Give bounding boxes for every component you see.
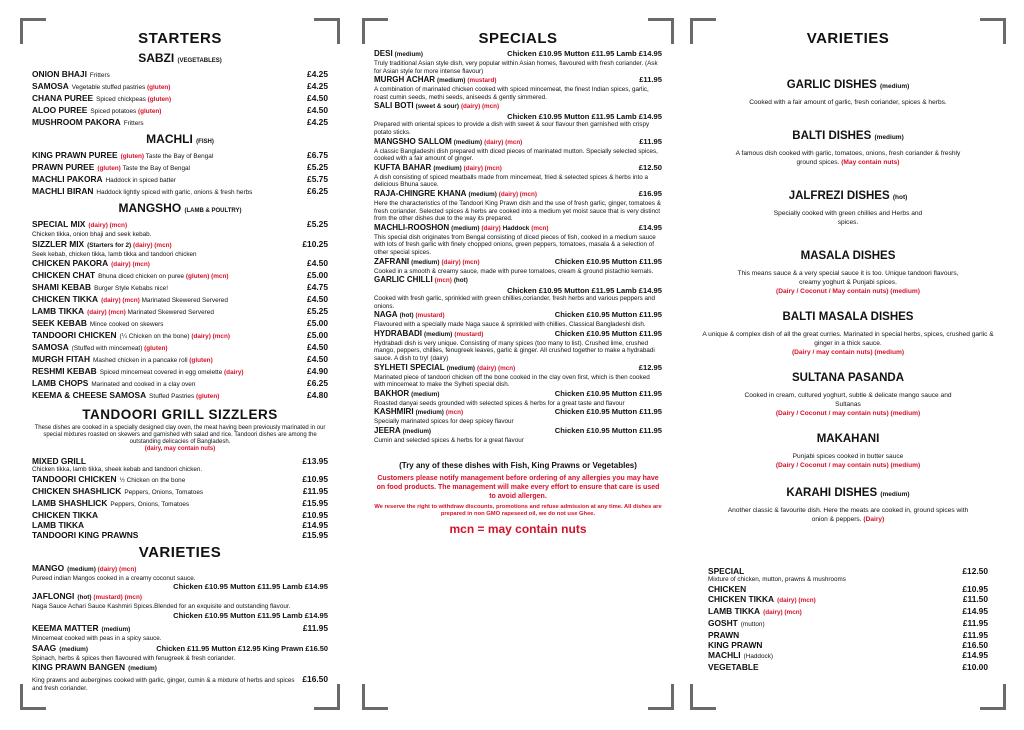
item-description: Mixture of chicken, mutton, prawns & mushrooms bbox=[708, 576, 846, 583]
menu-item: MIXED GRILL £13.95 bbox=[32, 456, 328, 467]
mangsho-list bbox=[32, 258, 328, 402]
menu-item: SHAMI KEBAB Burger Style Kebabs nice! £4.75 bbox=[32, 282, 328, 293]
menu-item: SPECIAL MIX (dairy) (mcn) £5.25 bbox=[32, 219, 328, 229]
item-description: Chicken tikka, lamb tikka, sheek kebab and tandoori chicken. bbox=[32, 466, 203, 474]
menu-item: KASHMIRI (medium) (mcn) Chicken £10.95 Mutton £11.95 Specially marinated spices for deep spicey flavour bbox=[374, 407, 662, 426]
menu-item: MACHLI (Haddock) £14.95 bbox=[708, 649, 988, 660]
item-description: Pureed indian Mangos cooked in a creamy coconut sauce. bbox=[32, 574, 196, 582]
mangsho-heading: MANGSHO (LAMB & POULTRY) bbox=[118, 201, 242, 215]
menu-item: ALOO PUREE Spiced potatoes (gluten) £4.50 bbox=[32, 105, 328, 115]
menu-item: TANDOORI KING PRAWNS £15.95 bbox=[32, 529, 328, 540]
varieties-title: VARIETIES bbox=[138, 543, 222, 561]
tandoori-title: TANDOORI GRILL SIZZLERS bbox=[82, 407, 278, 423]
varieties-title: VARIETIES bbox=[806, 30, 890, 47]
menu-item: TANDOORI CHICKEN ½ Chicken on the bone £10.95 bbox=[32, 473, 328, 484]
price-line: Chicken £10.95 Mutton £11.95 Lamb £14.95 bbox=[173, 610, 328, 620]
menu-item: SIZZLER MIX (Starters for 2) (dairy) (mcn) £10.25 bbox=[32, 238, 328, 249]
menu-item: LAMB CHOPS Marinated and cooked in a clay oven £6.25 bbox=[32, 378, 328, 389]
menu-item: MACHLI BIRAN Haddock lightly spiced with garlic, onions & fresh herbs £6.25 bbox=[32, 186, 328, 196]
menu-item: CHICKEN £10.95 bbox=[708, 583, 988, 594]
menu-item: TANDOORI CHICKEN (¼ Chicken on the bone) (dairy) (mcn) £5.00 bbox=[32, 330, 328, 341]
menu-item: CHICKEN TIKKA (dairy) (mcn) £11.50 bbox=[708, 593, 988, 604]
machli-heading: MACHLI (FISH) bbox=[146, 132, 214, 146]
varieties-panel bbox=[690, 18, 1006, 710]
frame-corner bbox=[362, 684, 388, 710]
menu-item: GARLIC CHILLI (mcn) (hot) Chicken £10.95 Mutton £11.95 Lamb £14.95 Cooked with fresh garlic, sprinkled with green chillies,coriander, fresh herbs and various peppers and onions. bbox=[374, 275, 662, 310]
menu-item: SYLHETI SPECIAL (medium) (dairy) (mcn) £12.95 Marinated piece of tandoori chicken off the bone cooked in the clay oven first, which is then cooked with mincemeat to make the Sylheti special dish. bbox=[374, 362, 662, 389]
menu-item: SAAG (medium) Chicken £11.95 Mutton £12.95 King Prawn £16.50 bbox=[32, 642, 328, 653]
item-description: Spinach, herbs & spices then flavoured with fenugreek & fresh coriander. bbox=[32, 654, 236, 662]
menu-item: LAMB SHASHLICK Peppers, Onions, Tomatoes £15.95 bbox=[32, 497, 328, 508]
item-description: Mincemeat cooked with peas in a spicy sauce. bbox=[32, 634, 162, 642]
machli-list bbox=[32, 150, 328, 198]
tandoori-note: These dishes are cooked in a specially designed clay oven, the meat having been previously marinated in our special mixtures roasted on skewers and garnished with salad and rice. Tandoori dishes are among the outstanding delicacies of Bangladesh. (dairy, may contain nuts) bbox=[34, 425, 326, 453]
menu-item: KING PRAWN BANGEN (medium) bbox=[32, 662, 157, 673]
menu-item: JAFLONGI (hot) (mustard) (mcn) bbox=[32, 591, 142, 602]
menu-item: SEEK KEBAB Mince cooked on skewers £5.00 bbox=[32, 318, 328, 329]
menu-item: MACHLI-ROOSHON (medium) (dairy) Haddock (mcn) £14.95 This special dish originates from Bengal consisting of diced pieces of fish, cooked in a medium sauce with lots of fresh garlic with finely chopped onions, green peppers, tomatoes, masala & a selection of other special spices. bbox=[374, 222, 662, 256]
dish-block: GARLIC DISHES (medium) Cooked with a fair amount of garlic, fresh coriander, spices & herbs. bbox=[749, 79, 947, 106]
starters-title: STARTERS bbox=[138, 30, 222, 47]
menu-item: LAMB TIKKA (dairy) (mcn) £14.95 bbox=[708, 605, 988, 616]
item-description: Chicken tikka, onion bhaji and seek kebab. bbox=[32, 231, 152, 238]
menu-item: KUFTA BAHAR (medium) (dairy) (mcn) £12.50 A dish consisting of spiced meatballs made from mincemeat, fried & selected spices & herbs into a delicious Bhuna sauce. bbox=[374, 162, 662, 189]
item-price: £16.50 bbox=[302, 674, 328, 685]
menu-item: MURGH FITAH Mashed chicken in a pancake roll (gluten) £4.50 bbox=[32, 354, 328, 365]
specials-title: SPECIALS bbox=[478, 30, 558, 47]
menu-item: SAMOSA (Stuffed with mincemeat) (gluten) £4.50 bbox=[32, 342, 328, 353]
dish-list bbox=[702, 78, 994, 524]
tandoori-list bbox=[32, 474, 328, 540]
menu-item: CHICKEN TIKKA £10.95 bbox=[32, 509, 328, 520]
menu-item: CHICKEN PAKORA (dairy) (mcn) £4.50 bbox=[32, 258, 328, 269]
menu-item: CHANA PUREE Spiced chickpeas (gluten) £4.50 bbox=[32, 93, 328, 103]
menu-item: JEERA (medium) Chicken £10.95 Mutton £11.95 Cumin and selected spices & herbs for a great flavour bbox=[374, 426, 662, 445]
menu-item: KING PRAWN £16.50 bbox=[708, 639, 988, 650]
menu-item: KEEMA MATTER (medium) £11.95 bbox=[32, 622, 328, 633]
menu-item: PRAWN £11.95 bbox=[708, 629, 988, 640]
sabzi-heading: SABZI (VEGETABLES) bbox=[138, 51, 222, 65]
dish-block: KARAHI DISHES (medium) Another classic & favourite dish. Here the meats are cooked in, ground spices with onion & peppers. (Dairy) bbox=[727, 487, 969, 523]
frame-corner bbox=[980, 684, 1006, 710]
menu-item: MANGSHO SALLOM (medium) (dairy) (mcn) £11.95 A classic Bangladeshi dish prepared with diced pieces of marinated mutton. Specially selected spices, cooked with a fair amount of ginger. bbox=[374, 136, 662, 163]
starters-panel bbox=[20, 18, 340, 710]
menu-item: CHICKEN CHAT Bhuna diced chicken on puree (gluten) (mcn) £5.00 bbox=[32, 270, 328, 281]
frame-corner bbox=[648, 684, 674, 710]
menu-item: ZAFRANI (medium) (dairy) (mcn) Chicken £10.95 Mutton £11.95 Cooked in a smooth & creamy sauce, made with puree tomatoes, cream & ground pistachio kernals. bbox=[374, 256, 662, 275]
menu-item: NAGA (hot) (mustard) Chicken £10.95 Mutton £11.95 Flavoured with a specially made Naga sauce & sprinkled with chillies. Classical Bangladeshi dish. bbox=[374, 310, 662, 329]
menu-item: CHICKEN TIKKA (dairy) (mcn) Marinated Skewered Servered £4.50 bbox=[32, 294, 328, 305]
price-list bbox=[702, 566, 994, 672]
specials-list bbox=[374, 49, 662, 445]
menu-item: RESHMI KEBAB Spiced mincemeat covered in egg omelette (dairy) £4.90 bbox=[32, 366, 328, 377]
frame-corner bbox=[690, 684, 716, 710]
dish-block: BALTI DISHES (medium) A famous dish cooked with garlic, tomatoes, onions, fresh coriander & freshly ground spices. (May contain nuts) bbox=[735, 130, 961, 166]
menu-item: CHICKEN SHASHLICK Peppers, Onions, Tomatoes £11.95 bbox=[32, 485, 328, 496]
menu-item: HYDRABADI (medium) (mustard) Chicken £10.95 Mutton £11.95 Hydrabadi dish is very unique. Consisting of many spices (too many to list). Crushed lime, crushed mango, peppers, chillies, fenugreek leaves, garlic & ginger. All crushed together to make a hydrabadi sauce. A dish to try! (dairy) bbox=[374, 328, 662, 363]
specials-panel bbox=[362, 18, 674, 710]
menu-item: MUSHROOM PAKORA Fritters £4.25 bbox=[32, 117, 328, 127]
dish-block: JALFREZI DISHES (hot) Specially cooked with green chillies and Herbs and spices. bbox=[773, 190, 923, 226]
menu-item: LAMB TIKKA £14.95 bbox=[32, 519, 328, 530]
sabzi-list bbox=[32, 69, 328, 129]
item-description: Seek kebab, chicken tikka, lamb tikka and tandoori chicken bbox=[32, 250, 197, 258]
dish-block: MAKAHANI Punjabi spices cooked in butter sauce (Dairy / Coconut / may contain nuts) (medium) bbox=[775, 433, 921, 469]
price-line: Chicken £10.95 Mutton £11.95 Lamb £14.95 bbox=[173, 582, 328, 592]
menu-item: BAKHOR (medium) Chicken £10.95 Mutton £11.95 Roasted danyai seeds grounded with selected spices & herbs for a great taste and flavour bbox=[374, 388, 662, 407]
menu-item: KEEMA & CHEESE SAMOSA Stuffed Pastries (gluten) £4.80 bbox=[32, 390, 328, 401]
menu-item: KING PRAWN PUREE (gluten) Taste the Bay of Bengal £6.75 bbox=[32, 150, 328, 160]
menu-item: GOSHT (mutton) £11.95 bbox=[708, 617, 988, 628]
menu-item: VEGETABLE £10.00 bbox=[708, 661, 988, 672]
dish-block: BALTI MASALA DISHES A unique & complex dish of all the great curries. Marinated in special herbs, spices, crushed garlic & ginger in a thick sauce. (Dairy / may contain nuts) (medium) bbox=[702, 311, 994, 356]
menu-item: MACHLI PAKORA Haddock in spiced batter £5.75 bbox=[32, 174, 328, 184]
menu-item: DESI (medium) Chicken £10.95 Mutton £11.95 Lamb £14.95 Truly traditional Asian style dish, very popular within Asian homes, flavoured with fresh coriander. (Ask for Asian style for more intense flavour) bbox=[374, 49, 662, 75]
reserve-note: We reserve the right to withdraw discounts, promotions and refuse admission at any time. All dishes are prepared in non GMO rapeseed oil, we do not use Ghee. bbox=[374, 503, 662, 517]
menu-item: MURGH ACHAR (medium) (mustard) £11.95 A combination of marinated chicken cooked with spiced mincemeat, the finest Indian spices, garlic, roast cumin seeds, methi seeds, aniseeds & gently simmered. bbox=[374, 75, 662, 101]
allergy-note: Customers please notify management before ordering of any allergies you may have on food products. The management will make every effort to ensure that care is used to avoid allergen. bbox=[376, 474, 660, 500]
dish-block: SULTANA PASANDA Cooked in cream, cultured yoghurt, subtle & delicate mango sauce and Sultanas (Dairy / Coconut / may contain nuts) (medium) bbox=[744, 372, 952, 417]
fish-note: (Try any of these dishes with Fish, King Prawns or Vegetables) bbox=[399, 460, 637, 470]
menu-item: PRAWN PUREE (gluten) Taste the Bay of Bengal £5.25 bbox=[32, 162, 328, 172]
item-description: King prawns and aubergines cooked with garlic, ginger, cumin & a mixture of herbs and spices and fresh coriander. bbox=[32, 677, 295, 692]
menu-item: SAMOSA Vegetable stuffed pastries (gluten) £4.25 bbox=[32, 81, 328, 91]
menu-item: ONION BHAJI Fritters £4.25 bbox=[32, 69, 328, 79]
varieties-list bbox=[32, 563, 328, 693]
menu-item: SALI BOTI (sweet & sour) (dairy) (mcn) Chicken £10.95 Mutton £11.95 Lamb £14.95 Prepared with oriental spices to provide a dish with sweet & sour flavour then garnished with crispy potato sticks. bbox=[374, 101, 662, 136]
mcn-legend: mcn = may contain nuts bbox=[449, 521, 587, 536]
dish-block: MASALA DISHES This means sauce & a very special sauce it is too. Unique tandoori flavours, creamy yoghurt & Punjabi spices. (Dairy / Coconut / May contain nuts) (medium) bbox=[737, 250, 959, 295]
menu-item: MANGO (medium) (dairy) (mcn) bbox=[32, 562, 137, 573]
item-description: Naga Sauce Achari Sauce Kashmiri Spices.Blended for an exquisite and outstanding flavour. bbox=[32, 603, 291, 611]
menu-item: RAJA-CHINGRE KHANA (medium) (dairy) (mcn) £16.95 Here the characteristics of the Tandoori King Prawn dish and the use of fresh garlic, ginger, tomatoes & fresh coriander. Selected spices & herbs are cooked into a medium yet moist sauce that is very distinct from the other dishes due to the way its prepared. bbox=[374, 188, 662, 223]
menu-item: SPECIAL £12.50 bbox=[708, 566, 988, 576]
menu-item: LAMB TIKKA (dairy) (mcn) Marinated Skewered Servered £5.25 bbox=[32, 306, 328, 317]
